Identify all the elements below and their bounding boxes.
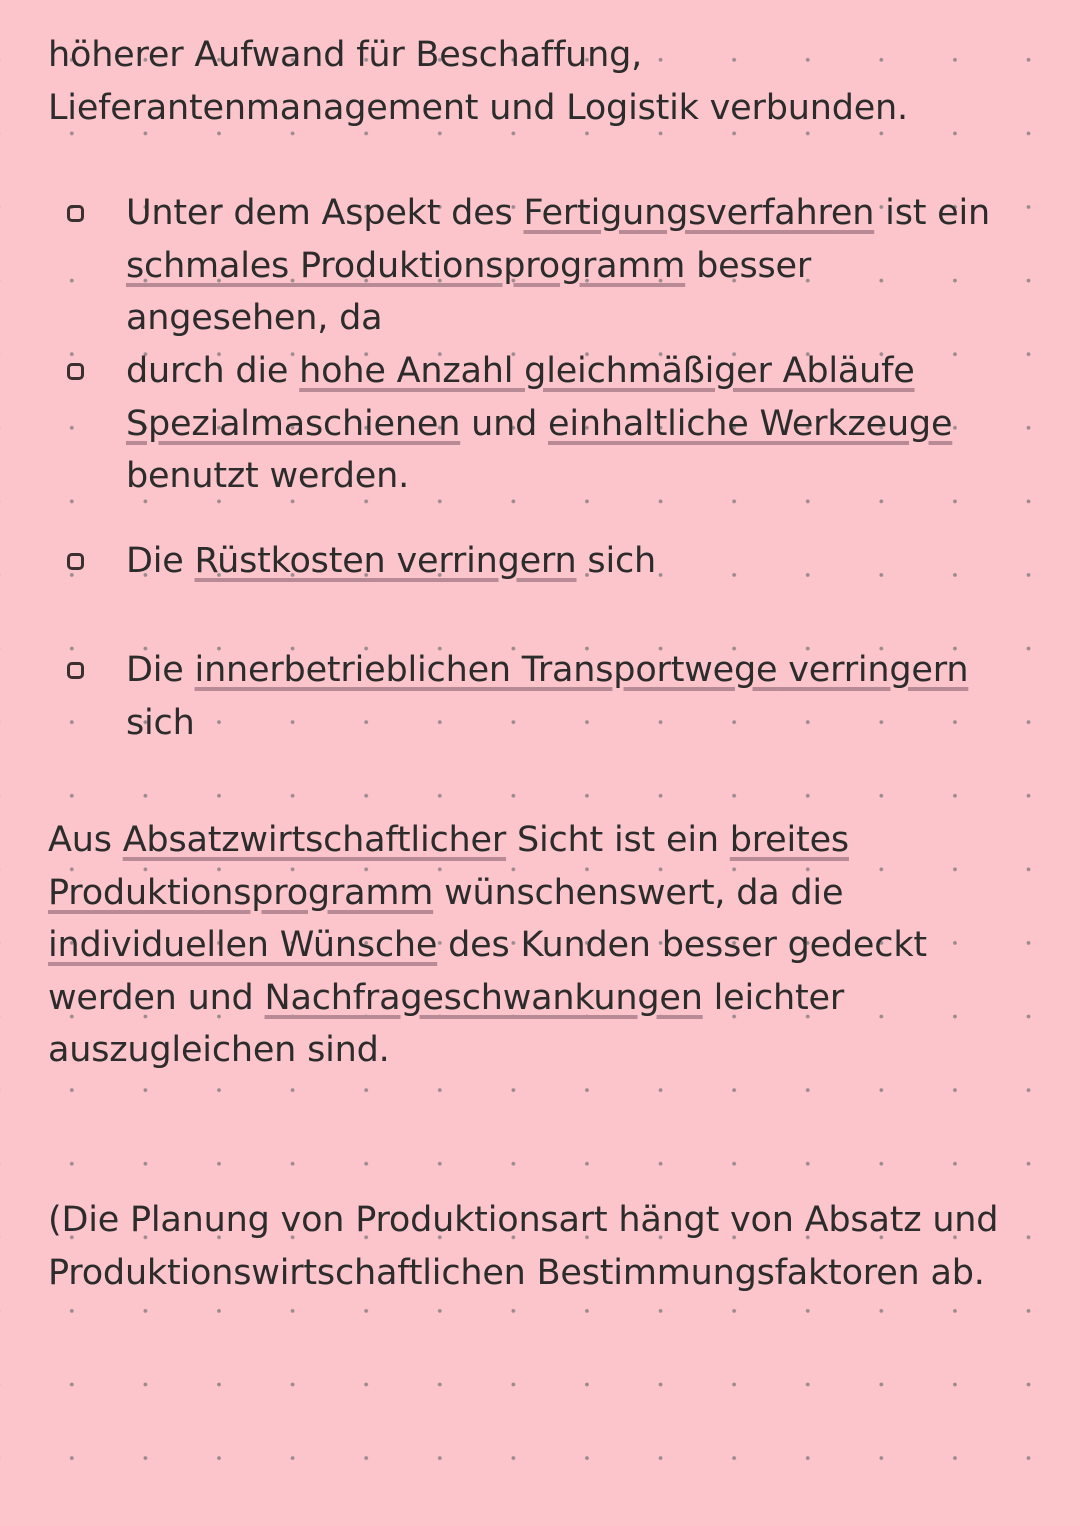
bullet-transportwege <box>126 644 1026 749</box>
intro-line-2: Lieferantenmanagement und Logistik verbunden. <box>48 87 908 128</box>
closing-paragraph <box>48 1194 1038 1299</box>
absatz-line-1: Aus Absatzwirtschaftlicher Sicht ist ein breites <box>48 820 849 860</box>
bullet-3-line-1: Die Rüstkosten verringern sich <box>126 541 657 581</box>
bullet-checkbox-3[interactable] <box>67 553 84 570</box>
bullet-ablaeufe <box>126 345 1026 503</box>
bullet-fertigungsverfahren <box>126 187 1026 345</box>
bullet-ruestkosten <box>126 535 1026 588</box>
bullet-2-line-2: Spezialmaschienen und einhaltliche Werkzeuge <box>126 403 953 444</box>
absatz-line-5: auszugleichen sind. <box>48 1030 390 1071</box>
bullet-2-line-3: benutzt werden. <box>126 456 410 497</box>
bullet-1-line-1: Unter dem Aspekt des Fertigungsverfahren ist ein <box>126 193 991 233</box>
absatz-line-2: Produktionsprogramm wünschenswert, da die <box>48 872 844 913</box>
bullet-1-line-2: schmales Produktionsprogramm besser <box>126 245 812 286</box>
bullet-checkbox-1[interactable] <box>67 205 84 222</box>
bullet-1-line-3: angesehen, da <box>126 298 383 339</box>
closing-line-1: (Die Planung von Produktionsart hängt von Absatz und <box>48 1200 999 1240</box>
absatz-line-4: werden und Nachfrageschwankungen leichter <box>48 977 845 1018</box>
absatz-line-3: individuellen Wünsche des Kunden besser gedeckt <box>48 925 927 966</box>
bullet-2-line-1: durch die hohe Anzahl gleichmäßiger Abläufe <box>126 351 915 391</box>
bullet-checkbox-2[interactable] <box>67 363 84 380</box>
intro-line-1: höherer Aufwand für Beschaffung, <box>48 35 643 75</box>
bullet-4-line-1: Die innerbetrieblichen Transportwege verringern <box>126 650 969 690</box>
absatz-paragraph <box>48 814 1038 1077</box>
bullet-checkbox-4[interactable] <box>67 662 84 679</box>
closing-line-2: Produktionswirtschaftlichen Bestimmungsfaktoren ab. <box>48 1252 985 1293</box>
intro-paragraph <box>48 29 1038 134</box>
bullet-4-line-2: sich <box>126 702 195 743</box>
